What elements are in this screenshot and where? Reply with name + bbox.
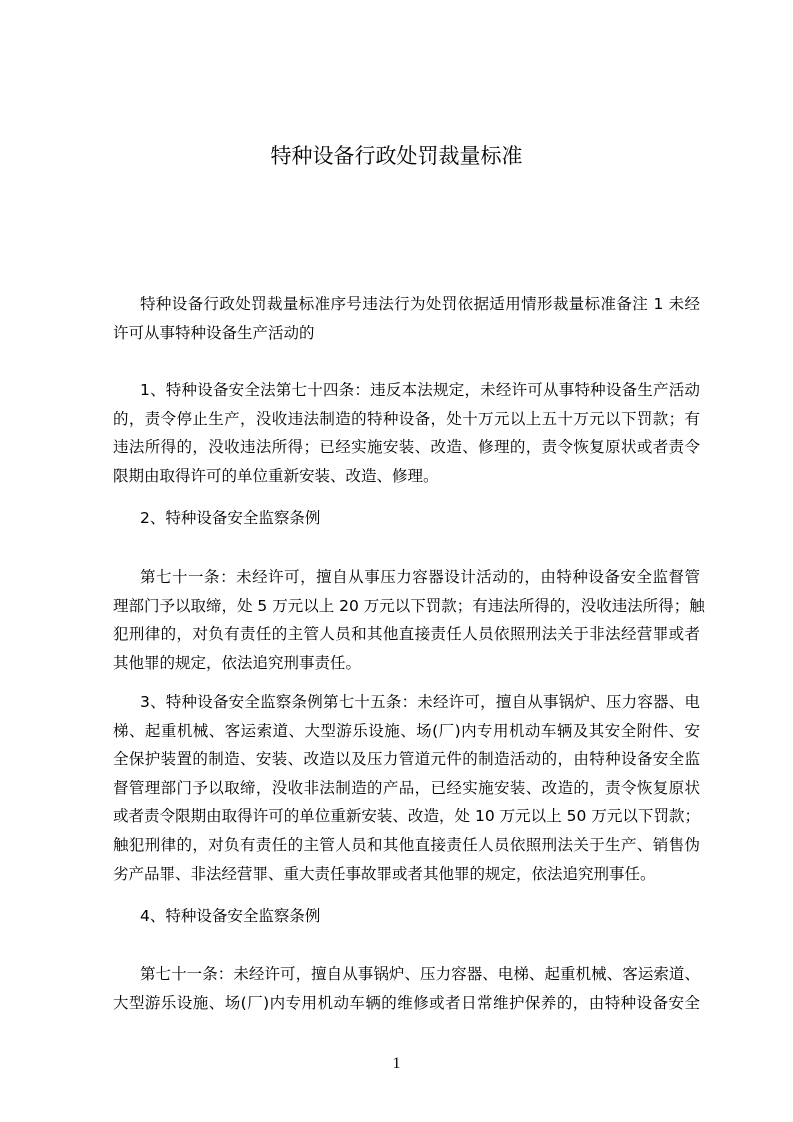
paragraph-line: 1、特种设备安全法第七十四条：违反本法规定，未经许可从事特种设备生产活动 (140, 381, 700, 399)
paragraph-line: 第七十一条：未经许可，擅自从事锅炉、压力容器、电梯、起重机械、客运索道、 (140, 965, 700, 983)
paragraph-line: 违法所得的，没收违法所得；已经实施安装、改造、修理的，责令恢复原状或者责令 (113, 438, 700, 457)
paragraph-line: 触犯刑律的，对负有责任的主管人员和其他直接责任人员依照刑法关于生产、销售伪 (113, 836, 700, 854)
paragraph-line: 特种设备行政处罚裁量标准序号违法行为处罚依据适用情形裁量标准备注 1 未经 (140, 295, 700, 313)
paragraph-line: 或者责令限期由取得许可的单位重新安装、改造，处 10 万元以上 50 万元以下罚款； (113, 807, 700, 826)
paragraph-line: 梯、起重机械、客运索道、大型游乐设施、场(厂)内专用机动车辆及其安全附件、安 (113, 721, 700, 740)
paragraph-line: 大型游乐设施、场(厂)内专用机动车辆的维修或者日常维护保养的，由特种设备安全 (113, 993, 700, 1012)
paragraph-line: 督管理部门予以取缔，没收非法制造的产品，已经实施安装、改造的，责令恢复原状 (113, 778, 700, 797)
page-number: 1 (392, 1055, 401, 1072)
paragraph-line: 的，责令停止生产，没收违法制造的特种设备，处十万元以上五十万元以下罚款；有 (113, 409, 700, 428)
paragraph-line: 理部门予以取缔，处 5 万元以上 20 万元以下罚款；有违法所得的，没收违法所得；触 (113, 596, 705, 615)
document-title: 特种设备行政处罚裁量标准 (270, 144, 523, 168)
paragraph-line: 犯刑律的，对负有责任的主管人员和其他直接责任人员依照刑法关于非法经营罪或者 (113, 625, 700, 644)
paragraph-line: 全保护装置的制造、安装、改造以及压力管道元件的制造活动的，由特种设备安全监 (113, 750, 700, 769)
paragraph-line: 第七十一条：未经许可，擅自从事压力容器设计活动的，由特种设备安全监督管 (140, 568, 700, 586)
paragraph-line: 2、特种设备安全监察条例 (140, 509, 321, 527)
paragraph-line: 许可从事特种设备生产活动的 (113, 323, 315, 342)
paragraph-line: 3、特种设备安全监察条例第七十五条：未经许可，擅自从事锅炉、压力容器、电 (140, 693, 700, 711)
paragraph-line: 限期由取得许可的单位重新安装、改造、修理。 (113, 466, 439, 485)
paragraph-line: 其他罪的规定，依法追究刑事责任。 (113, 653, 362, 672)
paragraph-line: 劣产品罪、非法经营罪、重大责任事故罪或者其他罪的规定，依法追究刑事任。 (113, 864, 656, 883)
paragraph-line: 4、特种设备安全监察条例 (140, 907, 321, 925)
